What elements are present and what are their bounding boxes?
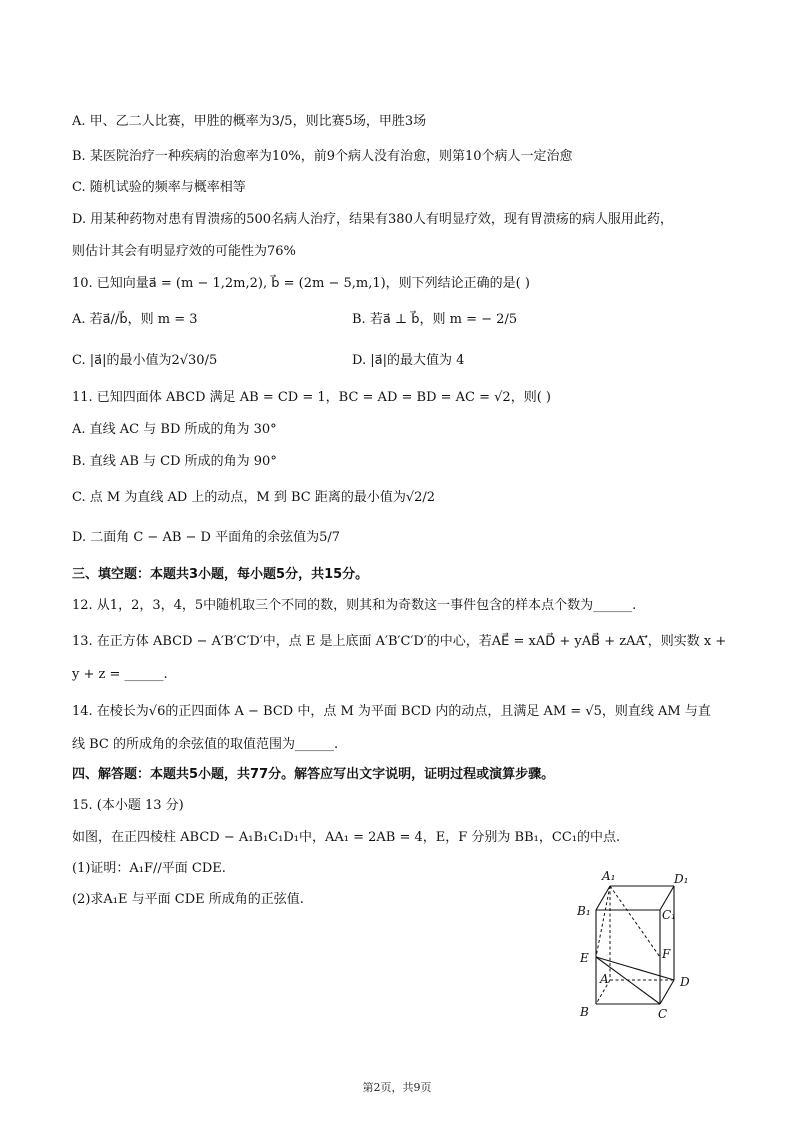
label-d: D [680,975,690,989]
option-9c: C. 随机试验的频率与概率相等 [72,180,246,195]
question-12: 12. 从1，2，3，4，5中随机取三个不同的数，则其和为奇数这一事件包含的样本点个数为______. [72,598,637,613]
question-15-text: 如图，在正四棱柱 ABCD − A₁B₁C₁D₁中，AA₁ = 2AB = 4，E，F 分别为 BB₁，CC₁的中点. [72,830,621,845]
section-4-heading: 四、解答题：本题共5小题，共77分。解答应写出文字说明，证明过程或演算步骤。 [72,767,555,782]
label-a: A [600,972,609,986]
question-10: 10. 已知向量a⃗ = (m − 1,2m,2), b⃗ = (2m − 5,m,1)，则下列结论正确的是( ) [72,276,530,291]
option-10d: D. |a⃗|的最大值为 4 [352,353,465,368]
label-b1: B₁ [577,904,591,918]
option-10b: B. 若a⃗ ⊥ b⃗，则 m = − 2/5 [352,312,518,327]
question-13-line2: y + z = ______. [72,667,168,682]
question-15-part2: (2)求A₁E 与平面 CDE 所成角的正弦值. [72,892,304,907]
label-a1: A₁ [602,869,616,883]
edge-c-d [660,980,674,1004]
option-9a: A. 甲、乙二人比赛，甲胜的概率为3/5，则比赛5场，甲胜3场 [72,114,427,129]
segment-a1-f [610,886,660,957]
option-11a: A. 直线 AC 与 BD 所成的角为 30° [72,422,277,437]
question-15-part1: (1)证明：A₁F//平面 CDE. [72,861,226,876]
question-14-line1: 14. 在棱长为√6的正四面体 A − BCD 中，点 M 为平面 BCD 内的动点，且满足 AM = √5，则直线 AM 与直 [72,704,711,719]
label-c1: C₁ [662,908,676,922]
option-10a: A. 若a⃗//b⃗，则 m = 3 [72,312,198,327]
question-11: 11. 已知四面体 ABCD 满足 AB = CD = 1，BC = AD = BD = AC = √2，则( ) [72,390,551,405]
label-e: E [580,951,589,965]
prism-figure [564,866,714,1026]
section-3-heading: 三、填空题：本题共3小题，每小题5分，共15分。 [72,567,369,582]
label-f: F [662,947,671,961]
question-15-header: 15. (本小题 13 分) [72,798,184,813]
label-d1: D₁ [674,872,689,886]
option-11c: C. 点 M 为直线 AD 上的动点，M 到 BC 距离的最小值为√2/2 [72,490,436,505]
option-11b: B. 直线 AB 与 CD 所成的角为 90° [72,454,277,469]
label-b: B [580,1005,589,1019]
option-9d-line2: 则估计其会有明显疗效的可能性为76% [72,244,296,259]
question-13-line1: 13. 在正方体 ABCD − A′B′C′D′中，点 E 是上底面 A′B′C′D′的中心，若AE⃗ = xAD⃗ + yAB⃗ + zAA′⃗，则实数 x + [72,634,727,649]
segment-a1-e [596,886,610,957]
option-9d-line1: D. 用某种药物对患有胃溃疡的500名病人治疗，结果有380人有明显疗效，现有胃溃疡的病人服用此药， [72,212,673,227]
edge-c1-d1 [660,886,674,910]
page-footer: 第2页，共9页 [362,1081,432,1094]
question-14-line2: 线 BC 的所成角的余弦值的取值范围为______. [72,737,339,752]
label-c: C [658,1007,668,1021]
option-11d: D. 二面角 C − AB − D 平面角的余弦值为5/7 [72,530,341,545]
option-10c: C. |a⃗|的最小值为2√30/5 [72,353,218,368]
option-9b: B. 某医院治疗一种疾病的治愈率为10%，前9个病人没有治愈，则第10个病人一定治愈 [72,149,573,164]
